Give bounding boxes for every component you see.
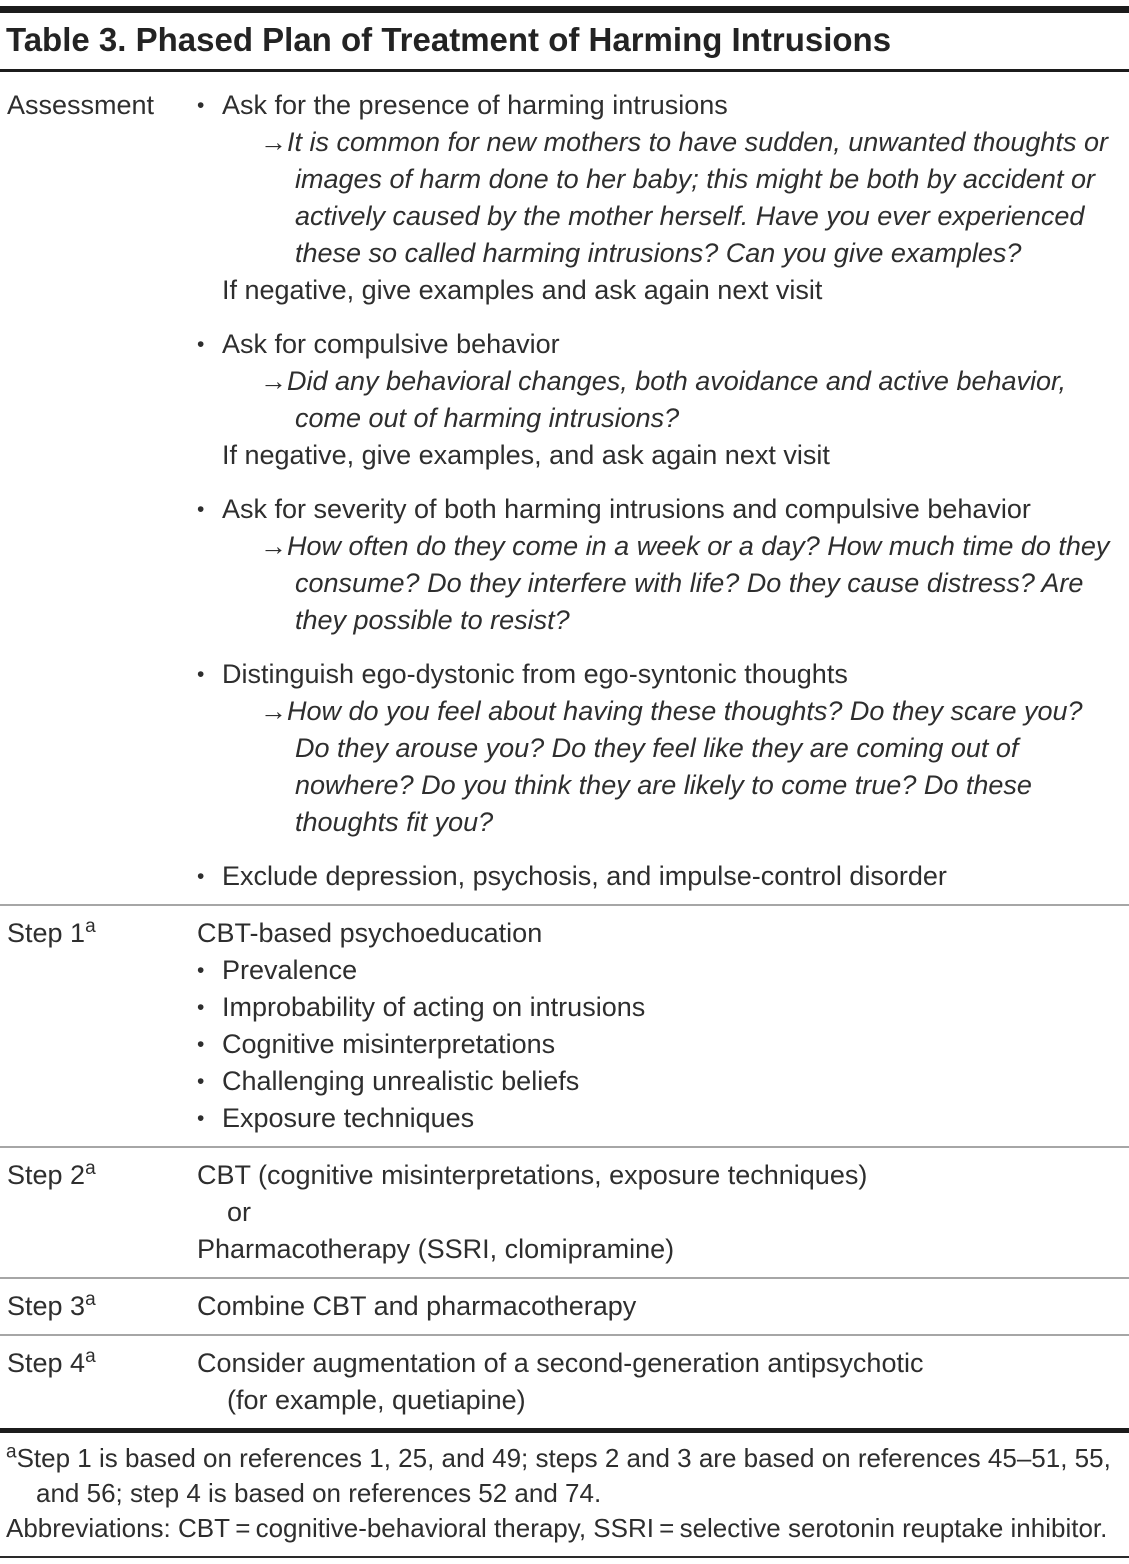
page-bottom-border: [0, 1556, 1129, 1558]
bullet-icon: •: [197, 1107, 205, 1130]
assessment-bullet-text: Ask for the presence of harming intrusions: [222, 90, 728, 120]
footnote-marker: a: [85, 1346, 96, 1367]
step-bullet-text: Exposure techniques: [222, 1103, 475, 1133]
table-row-step-2: [0, 1146, 1129, 1277]
assessment-content: [197, 87, 1129, 895]
step-bullet-text: Cognitive misinterpretations: [222, 1029, 556, 1059]
probe-question: [197, 363, 1121, 437]
bullet-icon: •: [197, 1033, 205, 1056]
bullet-icon: •: [197, 663, 205, 686]
row-label-step-1: Step 1$^a$: [7, 916, 96, 948]
followup-instruction: If negative, give examples, and ask again next visit: [222, 440, 830, 470]
footnote-marker: a: [85, 1158, 96, 1179]
step-1-content: [197, 915, 1129, 1137]
arrow-icon: →: [260, 531, 287, 561]
table-row-assessment: [0, 72, 1129, 904]
step-bullet-text: Prevalence: [222, 955, 358, 985]
probe-question-text: How often do they come in a week or a day? How much time do they consume? Do they interfere with life? Do they cause distress? Are they possible to resist?: [287, 531, 1110, 635]
footnote-references: [6, 1441, 1123, 1511]
assessment-item: [197, 858, 1121, 895]
assessment-bullet-text: Ask for severity of both harming intrusions and compulsive behavior: [222, 494, 1031, 524]
footnote-marker: a: [85, 916, 96, 937]
treatment-option: CBT (cognitive misinterpretations, exposure techniques): [197, 1160, 868, 1190]
step-bullet-text: Improbability of acting on intrusions: [222, 992, 646, 1022]
probe-question-text: Did any behavioral changes, both avoidance and active behavior, come out of harming intrusions?: [287, 366, 1067, 433]
bullet-icon: •: [197, 959, 205, 982]
row-label-step-4: Step 4$^a$: [7, 1346, 96, 1378]
arrow-icon: →: [260, 366, 287, 396]
bullet-icon: •: [197, 1070, 205, 1093]
footnote-text: Step 1 is based on references 1, 25, and 49; steps 2 and 3 are based on references 45–51, 55, and 56; step 4 is based on references 52 and 74.: [16, 1443, 1111, 1508]
step-intro: CBT-based psychoeducation: [197, 918, 543, 948]
assessment-item: [197, 491, 1121, 639]
probe-question: [197, 124, 1121, 272]
arrow-icon: →: [260, 696, 287, 726]
table-row-step-4: [0, 1334, 1129, 1428]
treatment-option-example: (for example, quetiapine): [227, 1385, 526, 1415]
treatment-option: Combine CBT and pharmacotherapy: [197, 1291, 637, 1321]
step-3-content: [197, 1288, 1129, 1325]
footnote-text: Abbreviations: CBT = cognitive-behavioral therapy, SSRI = selective serotonin reuptake inhibitor.: [6, 1513, 1108, 1543]
table-title: Table 3. Phased Plan of Treatment of Harming Intrusions: [6, 21, 892, 58]
treatment-option: Pharmacotherapy (SSRI, clomipramine): [197, 1234, 675, 1264]
step-4-content: [197, 1345, 1129, 1419]
bullet-icon: •: [197, 498, 205, 521]
assessment-bullet-text: Distinguish ego-dystonic from ego-syntonic thoughts: [222, 659, 848, 689]
bullet-icon: •: [197, 94, 205, 117]
assessment-item: [197, 87, 1121, 309]
footnotes: [0, 1433, 1129, 1548]
probe-question-text: It is common for new mothers to have sudden, unwanted thoughts or images of harm done to her baby; this might be both by accident or actively caused by the mother herself. Have you ever experienced these so called harming intrusions? Can you give examples?: [287, 127, 1108, 268]
assessment-bullet-text: Exclude depression, psychosis, and impulse-control disorder: [222, 861, 947, 891]
probe-question: [197, 528, 1121, 639]
footnote-marker: a: [6, 1441, 17, 1463]
bullet-icon: •: [197, 996, 205, 1019]
row-label-step-2: Step 2$^a$: [7, 1158, 96, 1190]
table-figure: [0, 6, 1129, 1558]
probe-question-text: How do you feel about having these thoughts? Do they scare you? Do they arouse you? Do they feel like they are coming out of nowhere? Do you think they are likely to come true? Do these thoughts fit you?: [287, 696, 1083, 837]
probe-question: [197, 693, 1121, 841]
assessment-item: [197, 656, 1121, 841]
followup-instruction: If negative, give examples and ask again next visit: [222, 275, 823, 305]
row-label-assessment: Assessment: [7, 90, 155, 120]
row-label-step-3: Step 3$^a$: [7, 1289, 96, 1321]
step-bullet-text: Challenging unrealistic beliefs: [222, 1066, 580, 1096]
assessment-item: [197, 326, 1121, 474]
bullet-icon: •: [197, 865, 205, 888]
table-row-step-1: [0, 904, 1129, 1146]
bullet-icon: •: [197, 333, 205, 356]
step-2-content: [197, 1157, 1129, 1268]
footnote-marker: a: [85, 1289, 96, 1310]
table-row-step-3: [0, 1277, 1129, 1334]
arrow-icon: →: [260, 127, 287, 157]
assessment-bullet-text: Ask for compulsive behavior: [222, 329, 560, 359]
footnote-abbreviations: [6, 1511, 1123, 1546]
option-connector: or: [227, 1197, 252, 1227]
treatment-option: Consider augmentation of a second-generation antipsychotic: [197, 1348, 924, 1378]
top-border: [0, 6, 1129, 13]
